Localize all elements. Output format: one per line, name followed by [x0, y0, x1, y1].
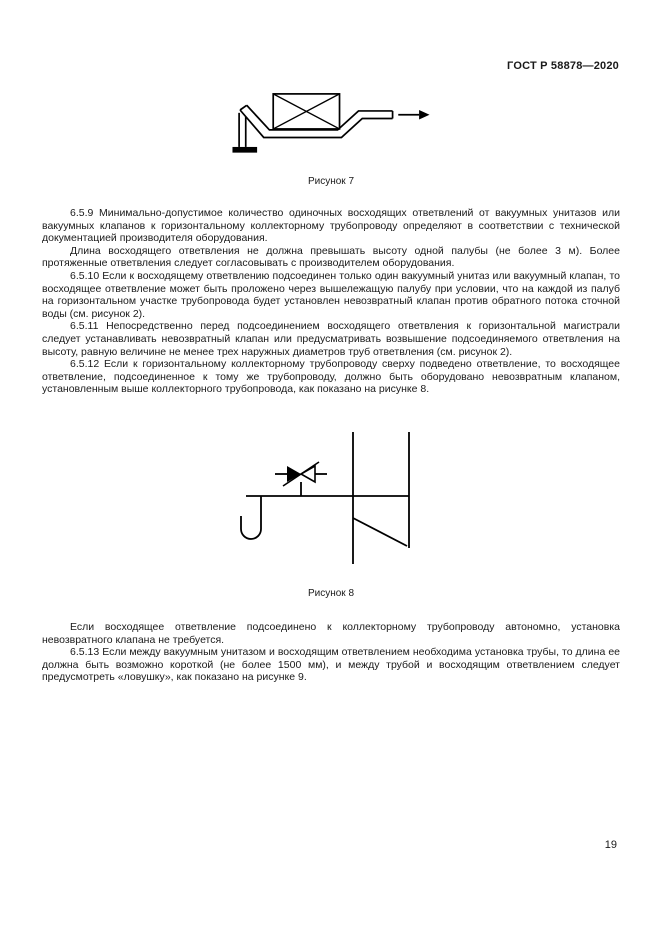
page-content: [42, 0, 620, 684]
figure-7: [42, 92, 620, 187]
paragraph-length: Длина восходящего ответвления не должна превышать высоту одной палубы (не более 3 м). Более протяженные ответвления следует согласовывать с производителем оборудования.: [42, 244, 620, 270]
support-flange-symbol: [232, 113, 257, 153]
page-number: 19: [604, 839, 617, 851]
crossed-box-symbol: [273, 94, 339, 129]
figure8-drawing: [231, 426, 431, 574]
paragraph-6-5-12: 6.5.12 Если к горизонтальному коллекторному трубопроводу сверху подведено ответвление, то восходящее ответвление, подсоединенное к тому же трубопроводу, должно быть оборудовано невозвратным клапаном, установленным выше коллекторного трубопровода, как показано на рисунке 8.: [42, 358, 620, 396]
figure7-drawing: [231, 92, 431, 164]
figure8-caption: Рисунок 8: [307, 587, 355, 599]
check-valve-symbol: [275, 462, 327, 496]
wye-branch-line: [353, 518, 407, 546]
body-text-block-1: [42, 207, 620, 396]
body-text-block-2: [42, 621, 620, 684]
figure7-caption: Рисунок 7: [307, 176, 355, 187]
paragraph-6-5-13: 6.5.13 Если между вакуумным унитазом и восходящим ответвлением необходима установка трубы, то длина ее должна быть возможно короткой (не более 1500 мм), и между трубой и восходящим ответвлением следует предусмотреть «ловушку», как показано на рисунке 9.: [42, 646, 620, 684]
figure-8: [42, 426, 620, 599]
trap-hook-symbol: [241, 496, 261, 539]
flow-arrow-icon: [398, 110, 429, 119]
paragraph-autonomous: Если восходящее ответвление подсоединено к коллекторному трубопроводу автономно, установка невозвратного клапана не требуется.: [42, 620, 620, 646]
paragraph-6-5-11: 6.5.11 Непосредственно перед подсоединением восходящего ответвления к горизонтальной магистрали следует устанавливать невозвратный клапан или предусматривать возвышение подсоединяемого ответвления на высоту, равную величине не менее трех наружных диаметров труб ответвления (см. рисунок 2).: [42, 320, 620, 358]
paragraph-6-5-10: 6.5.10 Если к восходящему ответвлению подсоединен только один вакуумный унитаз или вакуумный клапан, то восходящее ответвление может быть проложено через вышележащую палубу при условии, что на каждой из палуб на горизонтальном участке трубопровода будет установлен невозвратный клапан против обратного потока сточной воды (см. рисунок 2).: [42, 269, 620, 320]
paragraph-6-5-9: 6.5.9 Минимально-допустимое количество одиночных восходящих ответвлений от вакуумных унитазов или вакуумных клапанов к горизонтальному коллекторному трубопроводу определяют в соответствии с технической документацией производителя оборудования.: [42, 207, 620, 245]
document-code-header: ГОСТ Р 58878—2020: [507, 60, 619, 72]
